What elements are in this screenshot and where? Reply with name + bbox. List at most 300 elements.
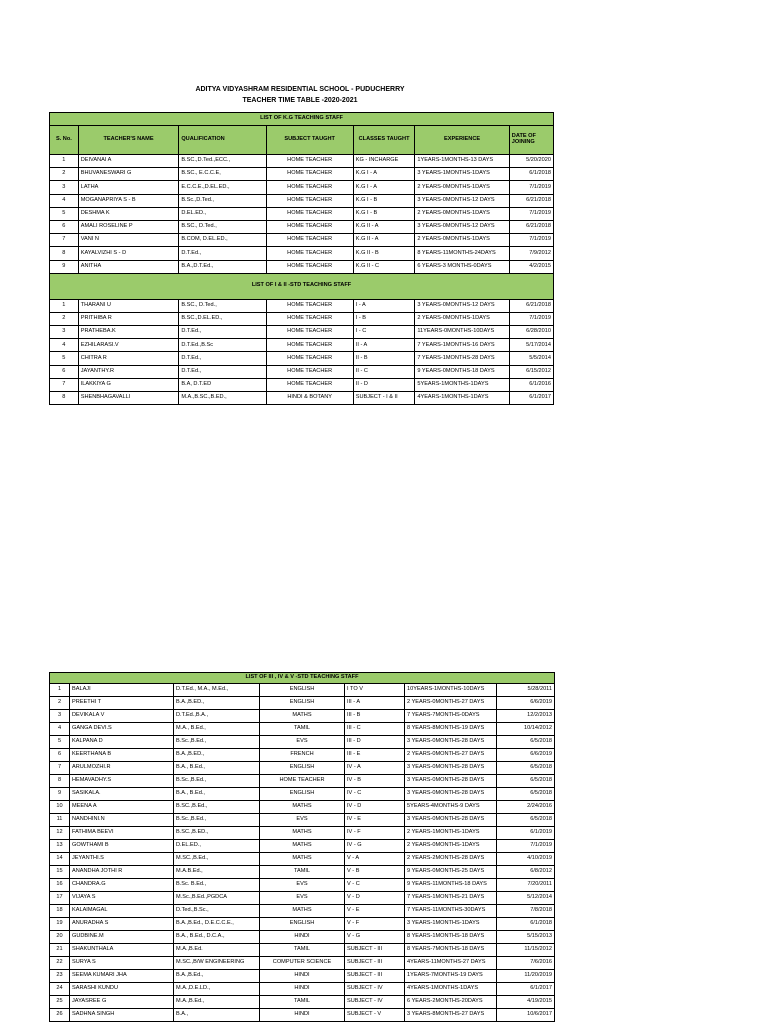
subject-cell: TAMIL [260, 996, 345, 1009]
table-row [50, 247, 554, 260]
class-cell: V - A [345, 853, 405, 866]
teacher-name-cell: GOWTHAMI B [70, 840, 174, 853]
subject-cell: HOME TEACHER [266, 299, 353, 312]
experience-cell: 4YEARS-1MONTHS-1DAYS [405, 983, 497, 996]
joining-date-cell: 10/14/2012 [497, 723, 555, 736]
sno-cell: 7 [50, 762, 70, 775]
joining-date-cell: 6/6/2019 [497, 749, 555, 762]
table-row [50, 312, 554, 325]
sno-cell: 2 [50, 168, 79, 181]
experience-cell: 8 YEARS-11MONTHS-24DAYS [415, 247, 509, 260]
class-cell: IV - C [345, 788, 405, 801]
experience-cell: 3 YEARS-0MONTHS-12 DAYS [415, 220, 509, 233]
class-cell: SUBJECT - III [345, 970, 405, 983]
qualification-cell: M.SC.,B.Ed., [174, 853, 260, 866]
joining-date-cell: 6/21/2018 [509, 299, 553, 312]
subject-cell: HOME TEACHER [266, 260, 353, 273]
qualification-cell: D.Ted.,B.Sc., [174, 905, 260, 918]
qualification-cell: D.T.Ed.,B.A., [174, 710, 260, 723]
joining-date-cell: 5/15/2013 [497, 931, 555, 944]
subject-cell: HOME TEACHER [266, 220, 353, 233]
experience-cell: 2 YEARS-0MONTHS-27 DAYS [405, 749, 497, 762]
teacher-name-cell: MEENA A [70, 801, 174, 814]
iii-v-section-header [50, 673, 555, 684]
teacher-name-cell: EZHILARASI.V [78, 339, 179, 352]
experience-cell: 3 YEARS-0MONTHS-12 DAYS [415, 194, 509, 207]
teacher-name-cell: ILAKKIYA G [78, 378, 179, 391]
qualification-cell: M.A.B.Ed., [174, 866, 260, 879]
qualification-cell: B.SC.,D.EL.ED., [179, 312, 266, 325]
class-cell: K.G I - B [353, 207, 415, 220]
column-header: S. No. [50, 126, 79, 155]
table-row [50, 866, 555, 879]
joining-date-cell: 4/19/2015 [497, 996, 555, 1009]
table-row [50, 918, 555, 931]
joining-date-cell: 6/5/2018 [497, 762, 555, 775]
qualification-cell: B.A., B.Ed., D.C.A., [174, 931, 260, 944]
joining-date-cell: 7/1/2019 [509, 181, 553, 194]
qualification-cell: B.COM, D.EL.ED., [179, 234, 266, 247]
class-cell: K.G II - C [353, 260, 415, 273]
class-cell: V - E [345, 905, 405, 918]
class-cell: SUBJECT - I & II [353, 392, 415, 405]
sno-cell: 4 [50, 339, 79, 352]
kg-std-staff-table [49, 112, 554, 405]
teacher-name-cell: KEERTHANA B [70, 749, 174, 762]
table-row [50, 840, 555, 853]
sno-cell: 9 [50, 260, 79, 273]
subject-cell: HINDI [260, 1009, 345, 1022]
sno-cell: 17 [50, 892, 70, 905]
experience-cell: 4YEARS-11MONTHS-27 DAYS [405, 957, 497, 970]
table-row [50, 684, 555, 697]
experience-cell: 3 YEARS-0MONTHS-12 DAYS [415, 299, 509, 312]
class-cell: K.G II - B [353, 247, 415, 260]
sno-cell: 11 [50, 814, 70, 827]
class-cell: SUBJECT - IV [345, 983, 405, 996]
teacher-name-cell: FATHIMA BEEVI [70, 827, 174, 840]
qualification-cell: D.T.Ed., [179, 365, 266, 378]
table-row [50, 736, 555, 749]
qualification-cell: D.EL.ED., [179, 207, 266, 220]
experience-cell: 3 YEARS-0MONTHS-28 DAYS [405, 775, 497, 788]
table-row [50, 892, 555, 905]
experience-cell: 8 YEARS-7MONTHS-18 DAYS [405, 944, 497, 957]
table-row [50, 801, 555, 814]
subject-cell: HOME TEACHER [266, 378, 353, 391]
sno-cell: 20 [50, 931, 70, 944]
table-row [50, 970, 555, 983]
table-row [50, 788, 555, 801]
teacher-name-cell: AMALI ROSELINE P [78, 220, 179, 233]
table-row [50, 207, 554, 220]
class-cell: KG - INCHARGE [353, 155, 415, 168]
teacher-name-cell: HEMAVADHY.S [70, 775, 174, 788]
class-cell: III - C [345, 723, 405, 736]
teacher-name-cell: JAYANTHY.R [78, 365, 179, 378]
class-cell: V - D [345, 892, 405, 905]
class-cell: SUBJECT - III [345, 944, 405, 957]
subject-cell: MATHS [260, 827, 345, 840]
joining-date-cell: 4/2/2015 [509, 260, 553, 273]
table-row [50, 931, 555, 944]
class-cell: II - C [353, 365, 415, 378]
qualification-cell: D.T.Ed., [179, 352, 266, 365]
qualification-cell: D.T.Ed.,B.Sc [179, 339, 266, 352]
timetable-subtitle: TEACHER TIME TABLE -2020-2021 [242, 97, 358, 104]
class-cell: IV - D [345, 801, 405, 814]
experience-cell: 1YEARS-7MONTHS-19 DAYS [405, 970, 497, 983]
table-row [50, 352, 554, 365]
qualification-cell: E.C.C.E.,D.EL.ED., [179, 181, 266, 194]
qualification-cell: B.Sc.,B.Ed., [174, 775, 260, 788]
experience-cell: 9 YEARS-0MONTHS-18 DAYS [415, 365, 509, 378]
teacher-name-cell: BHUVANESWARI G [78, 168, 179, 181]
experience-cell: 8 YEARS-1MONTHS-18 DAYS [405, 931, 497, 944]
column-header: EXPERIENCE [415, 126, 509, 155]
teacher-name-cell: SEEMA KUMARI JHA [70, 970, 174, 983]
experience-cell: 2 YEARS-2MONTHS-28 DAYS [405, 853, 497, 866]
experience-cell: 3 YEARS-1MONTHS-1DAYS [415, 168, 509, 181]
sno-cell: 6 [50, 220, 79, 233]
experience-cell: 3 YEARS-8MONTHS-27 DAYS [405, 1009, 497, 1022]
table-row [50, 944, 555, 957]
teacher-name-cell: CHANDRA.G [70, 879, 174, 892]
qualification-cell: B.SC.,D.Ted.,ECC., [179, 155, 266, 168]
sno-cell: 5 [50, 207, 79, 220]
qualification-cell: B.A.,D.T.Ed., [179, 260, 266, 273]
joining-date-cell: 2/24/2016 [497, 801, 555, 814]
subject-cell: MATHS [260, 801, 345, 814]
subject-cell: MATHS [260, 853, 345, 866]
table-row [50, 983, 555, 996]
qualification-cell: B.A.,B.Ed., [174, 970, 260, 983]
qualification-cell: M.SC.,B/W ENGINEERING [174, 957, 260, 970]
column-header: CLASSES TAUGHT [353, 126, 415, 155]
class-cell: IV - E [345, 814, 405, 827]
joining-date-cell: 6/5/2018 [497, 788, 555, 801]
column-header: TEACHER'S NAME [78, 126, 179, 155]
table-row [50, 697, 555, 710]
experience-cell: 3 YEARS-1MONTHS-1DAYS [405, 918, 497, 931]
teacher-name-cell: ARULMOZHI.R [70, 762, 174, 775]
experience-cell: 3 YEARS-0MONTHS-28 DAYS [405, 762, 497, 775]
joining-date-cell: 6/1/2018 [509, 168, 553, 181]
subject-cell: HOME TEACHER [266, 312, 353, 325]
qualification-cell: B.A, D.T.ED [179, 378, 266, 391]
experience-cell: 6 YEARS-2MONTHS-20DAYS [405, 996, 497, 1009]
experience-cell: 10YEARS-1MONTHS-10DAYS [405, 684, 497, 697]
class-cell: IV - F [345, 827, 405, 840]
qualification-cell: M.A., B.Ed., [174, 723, 260, 736]
experience-cell: 2 YEARS-0MONTHS-1DAYS [415, 234, 509, 247]
column-header: QUALIFICATION [179, 126, 266, 155]
teacher-name-cell: ANURADHA S [70, 918, 174, 931]
kg-section-header-label: LIST OF K.G TEACHING STAFF [50, 113, 554, 126]
class-cell: III - B [345, 710, 405, 723]
experience-cell: 2 YEARS-0MONTHS-1DAYS [415, 181, 509, 194]
experience-cell: 7 YEARS-1MONTHS-28 DAYS [415, 352, 509, 365]
experience-cell: 9 YEARS-0MONTHS-25 DAYS [405, 866, 497, 879]
joining-date-cell: 6/21/2018 [509, 194, 553, 207]
joining-date-cell: 6/1/2019 [497, 827, 555, 840]
subject-cell: HOME TEACHER [266, 352, 353, 365]
class-cell: II - A [353, 339, 415, 352]
experience-cell: 2 YEARS-0MONTHS-1DAYS [405, 840, 497, 853]
qualification-cell: B.Sc. B.Ed., [174, 879, 260, 892]
subject-cell: MATHS [260, 840, 345, 853]
subject-cell: HOME TEACHER [266, 207, 353, 220]
class-cell: I - A [353, 299, 415, 312]
sno-cell: 7 [50, 234, 79, 247]
qualification-cell: B.SC.,B.ED., [174, 827, 260, 840]
subject-cell: HOME TEACHER [266, 155, 353, 168]
teacher-name-cell: VIJAYA S [70, 892, 174, 905]
table-row [50, 775, 555, 788]
experience-cell: 2 YEARS-0MONTHS-1DAYS [415, 312, 509, 325]
qualification-cell: B.SC.,B.Ed., [174, 801, 260, 814]
class-cell: K.G II - A [353, 234, 415, 247]
joining-date-cell: 7/1/2019 [497, 840, 555, 853]
subject-cell: ENGLISH [260, 762, 345, 775]
sno-cell: 5 [50, 352, 79, 365]
subject-cell: HINDI [260, 970, 345, 983]
qualification-cell: B.SC., D.Ted., [179, 220, 266, 233]
teacher-name-cell: PREETHI T [70, 697, 174, 710]
subject-cell: HOME TEACHER [266, 247, 353, 260]
sno-cell: 5 [50, 736, 70, 749]
qualification-cell: M.A.,B.Ed., [174, 996, 260, 1009]
subject-cell: HOME TEACHER [266, 339, 353, 352]
subject-cell: COMPUTER SCIENCE [260, 957, 345, 970]
teacher-name-cell: SURYA S [70, 957, 174, 970]
sno-cell: 26 [50, 1009, 70, 1022]
class-cell: III - A [345, 697, 405, 710]
teacher-name-cell: ANITHA [78, 260, 179, 273]
sno-cell: 2 [50, 312, 79, 325]
joining-date-cell: 6/1/2018 [497, 918, 555, 931]
sno-cell: 16 [50, 879, 70, 892]
table-row [50, 762, 555, 775]
teacher-name-cell: DESHMA K [78, 207, 179, 220]
table-row [50, 996, 555, 1009]
class-cell: I - B [353, 312, 415, 325]
experience-cell: 3 YEARS-0MONTHS-28 DAYS [405, 788, 497, 801]
joining-date-cell: 7/1/2019 [509, 207, 553, 220]
qualification-cell: B.A., B.Ed., [174, 788, 260, 801]
sno-cell: 23 [50, 970, 70, 983]
class-cell: IV - B [345, 775, 405, 788]
teacher-name-cell: VANI N [78, 234, 179, 247]
table-row [50, 378, 554, 391]
experience-cell: 3 YEARS-0MONTHS-28 DAYS [405, 814, 497, 827]
table-row [50, 181, 554, 194]
subject-cell: HINDI [260, 983, 345, 996]
teacher-name-cell: SASIKALA. [70, 788, 174, 801]
sno-cell: 25 [50, 996, 70, 1009]
experience-cell: 7 YEARS-11MONTHS-30DAYS [405, 905, 497, 918]
subject-cell: EVS [260, 814, 345, 827]
subject-cell: HINDI [260, 931, 345, 944]
sno-cell: 22 [50, 957, 70, 970]
sno-cell: 14 [50, 853, 70, 866]
joining-date-cell: 5/17/2014 [509, 339, 553, 352]
class-cell: K.G II - A [353, 220, 415, 233]
sno-cell: 8 [50, 247, 79, 260]
teacher-name-cell: PRITHIBA R [78, 312, 179, 325]
subject-cell: MATHS [260, 905, 345, 918]
experience-cell: 7 YEARS-1MONTHS-21 DAYS [405, 892, 497, 905]
experience-cell: 3 YEARS-0MONTHS-28 DAYS [405, 736, 497, 749]
subject-cell: HINDI & BOTANY [266, 392, 353, 405]
subject-cell: TAMIL [260, 866, 345, 879]
experience-cell: 2 YEARS-1MONTHS-1DAYS [405, 827, 497, 840]
iii-v-std-staff-table [49, 672, 555, 1022]
table-row [50, 365, 554, 378]
joining-date-cell: 4/10/2019 [497, 853, 555, 866]
joining-date-cell: 12/2/2013 [497, 710, 555, 723]
qualification-cell: D.T.Ed., [179, 326, 266, 339]
table-row [50, 723, 555, 736]
experience-cell: 5YEARS-1MONTHS-1DAYS [415, 378, 509, 391]
teacher-name-cell: SARASHI KUNDU [70, 983, 174, 996]
joining-date-cell: 7/6/2016 [497, 957, 555, 970]
class-cell: K.G I - A [353, 168, 415, 181]
joining-date-cell: 5/28/2011 [497, 684, 555, 697]
subject-cell: HOME TEACHER [266, 365, 353, 378]
sno-cell: 1 [50, 299, 79, 312]
class-cell: V - F [345, 918, 405, 931]
subject-cell: FRENCH [260, 749, 345, 762]
joining-date-cell: 6/5/2018 [497, 775, 555, 788]
joining-date-cell: 11/15/2012 [497, 944, 555, 957]
qualification-cell: B.A.,B.Ed., D.E.C.C.E., [174, 918, 260, 931]
experience-cell: 2 YEARS-0MONTHS-27 DAYS [405, 697, 497, 710]
sno-cell: 1 [50, 155, 79, 168]
teacher-name-cell: NANDHINI.N [70, 814, 174, 827]
joining-date-cell: 7/8/2018 [497, 905, 555, 918]
table-row [50, 905, 555, 918]
experience-cell: 11YEARS-0MONTHS-10DAYS [415, 326, 509, 339]
column-header: SUBJECT TAUGHT [266, 126, 353, 155]
table-row [50, 220, 554, 233]
class-cell: IV - G [345, 840, 405, 853]
subject-cell: HOME TEACHER [266, 194, 353, 207]
qualification-cell: D.T.Ed., M.A., M.Ed., [174, 684, 260, 697]
table-row [50, 168, 554, 181]
class-cell: V - C [345, 879, 405, 892]
class-cell: SUBJECT - III [345, 957, 405, 970]
class-cell: I - C [353, 326, 415, 339]
subject-cell: HOME TEACHER [260, 775, 345, 788]
table-row [50, 260, 554, 273]
teacher-name-cell: GANGA DEVI.S [70, 723, 174, 736]
subject-cell: HOME TEACHER [266, 181, 353, 194]
sno-cell: 10 [50, 801, 70, 814]
kg-section-header [50, 113, 554, 126]
joining-date-cell: 6/1/2016 [509, 378, 553, 391]
qualification-cell: B.SC., D.Ted., [179, 299, 266, 312]
joining-date-cell: 11/20/2019 [497, 970, 555, 983]
iii-v-section-header-label: LIST OF III , IV & V -STD TEACHING STAFF [50, 673, 555, 684]
teacher-name-cell: KALAIMAGAL [70, 905, 174, 918]
class-cell: III - D [345, 736, 405, 749]
joining-date-cell: 6/15/2012 [509, 365, 553, 378]
joining-date-cell: 6/5/2018 [497, 814, 555, 827]
teacher-name-cell: KALPANA D [70, 736, 174, 749]
qualification-cell: B.SC., E.C.C.E, [179, 168, 266, 181]
qualification-cell: B.A., B.Ed., [174, 762, 260, 775]
sno-cell: 4 [50, 194, 79, 207]
subject-cell: TAMIL [260, 723, 345, 736]
subject-cell: HOME TEACHER [266, 326, 353, 339]
sno-cell: 15 [50, 866, 70, 879]
qualification-cell: B.Sc.,B.Ed., [174, 814, 260, 827]
joining-date-cell: 7/20/2011 [497, 879, 555, 892]
sno-cell: 6 [50, 749, 70, 762]
table-row [50, 339, 554, 352]
joining-date-cell: 5/20/2020 [509, 155, 553, 168]
table-row [50, 1009, 555, 1022]
joining-date-cell: 6/1/2017 [497, 983, 555, 996]
experience-cell: 2 YEARS-0MONTHS-1DAYS [415, 207, 509, 220]
joining-date-cell: 7/9/2012 [509, 247, 553, 260]
class-cell: II - D [353, 378, 415, 391]
teacher-name-cell: CHITRA R [78, 352, 179, 365]
teacher-name-cell: LATHA [78, 181, 179, 194]
class-cell: V - G [345, 931, 405, 944]
teacher-name-cell: MOGANAPRIYA S - B [78, 194, 179, 207]
teacher-name-cell: SHENBHAGAVALLI [78, 392, 179, 405]
qualification-cell: D.EL.ED., [174, 840, 260, 853]
teacher-name-cell: GUDBINE.M [70, 931, 174, 944]
qualification-cell: B.A., [174, 1009, 260, 1022]
subject-cell: EVS [260, 892, 345, 905]
joining-date-cell: 7/1/2019 [509, 312, 553, 325]
qualification-cell: B.Sc.,D.Ted., [179, 194, 266, 207]
class-cell: I TO V [345, 684, 405, 697]
joining-date-cell: 6/1/2017 [509, 392, 553, 405]
class-cell: IV - A [345, 762, 405, 775]
teacher-name-cell: BALAJI [70, 684, 174, 697]
experience-cell: 7 YEARS-1MONTHS-16 DAYS [415, 339, 509, 352]
class-cell: K.G I - B [353, 194, 415, 207]
table-row [50, 827, 555, 840]
experience-cell: 1YEARS-1MONTHS-13 DAYS [415, 155, 509, 168]
joining-date-cell: 6/21/2018 [509, 220, 553, 233]
sno-cell: 3 [50, 710, 70, 723]
subject-cell: HOME TEACHER [266, 234, 353, 247]
std-section-header [50, 273, 554, 299]
sno-cell: 8 [50, 775, 70, 788]
joining-date-cell: 10/6/2017 [497, 1009, 555, 1022]
qualification-cell: B.Sc.,B.Ed., [174, 736, 260, 749]
sno-cell: 6 [50, 365, 79, 378]
teacher-name-cell: DEIVANAI A [78, 155, 179, 168]
table-row [50, 194, 554, 207]
sno-cell: 8 [50, 392, 79, 405]
qualification-cell: B.A.,B.ED., [174, 697, 260, 710]
teacher-name-cell: JAYASREE G [70, 996, 174, 1009]
teacher-name-cell: DEVIKALA V [70, 710, 174, 723]
subject-cell: ENGLISH [260, 684, 345, 697]
experience-cell: 7 YEARS-7MONTHS-0DAYS [405, 710, 497, 723]
experience-cell: 9 YEARS-11MONTHS-18 DAYS [405, 879, 497, 892]
table-row [50, 392, 554, 405]
sno-cell: 13 [50, 840, 70, 853]
table-row [50, 299, 554, 312]
experience-cell: 5YEARS-4MONTHS-9 DAYS [405, 801, 497, 814]
